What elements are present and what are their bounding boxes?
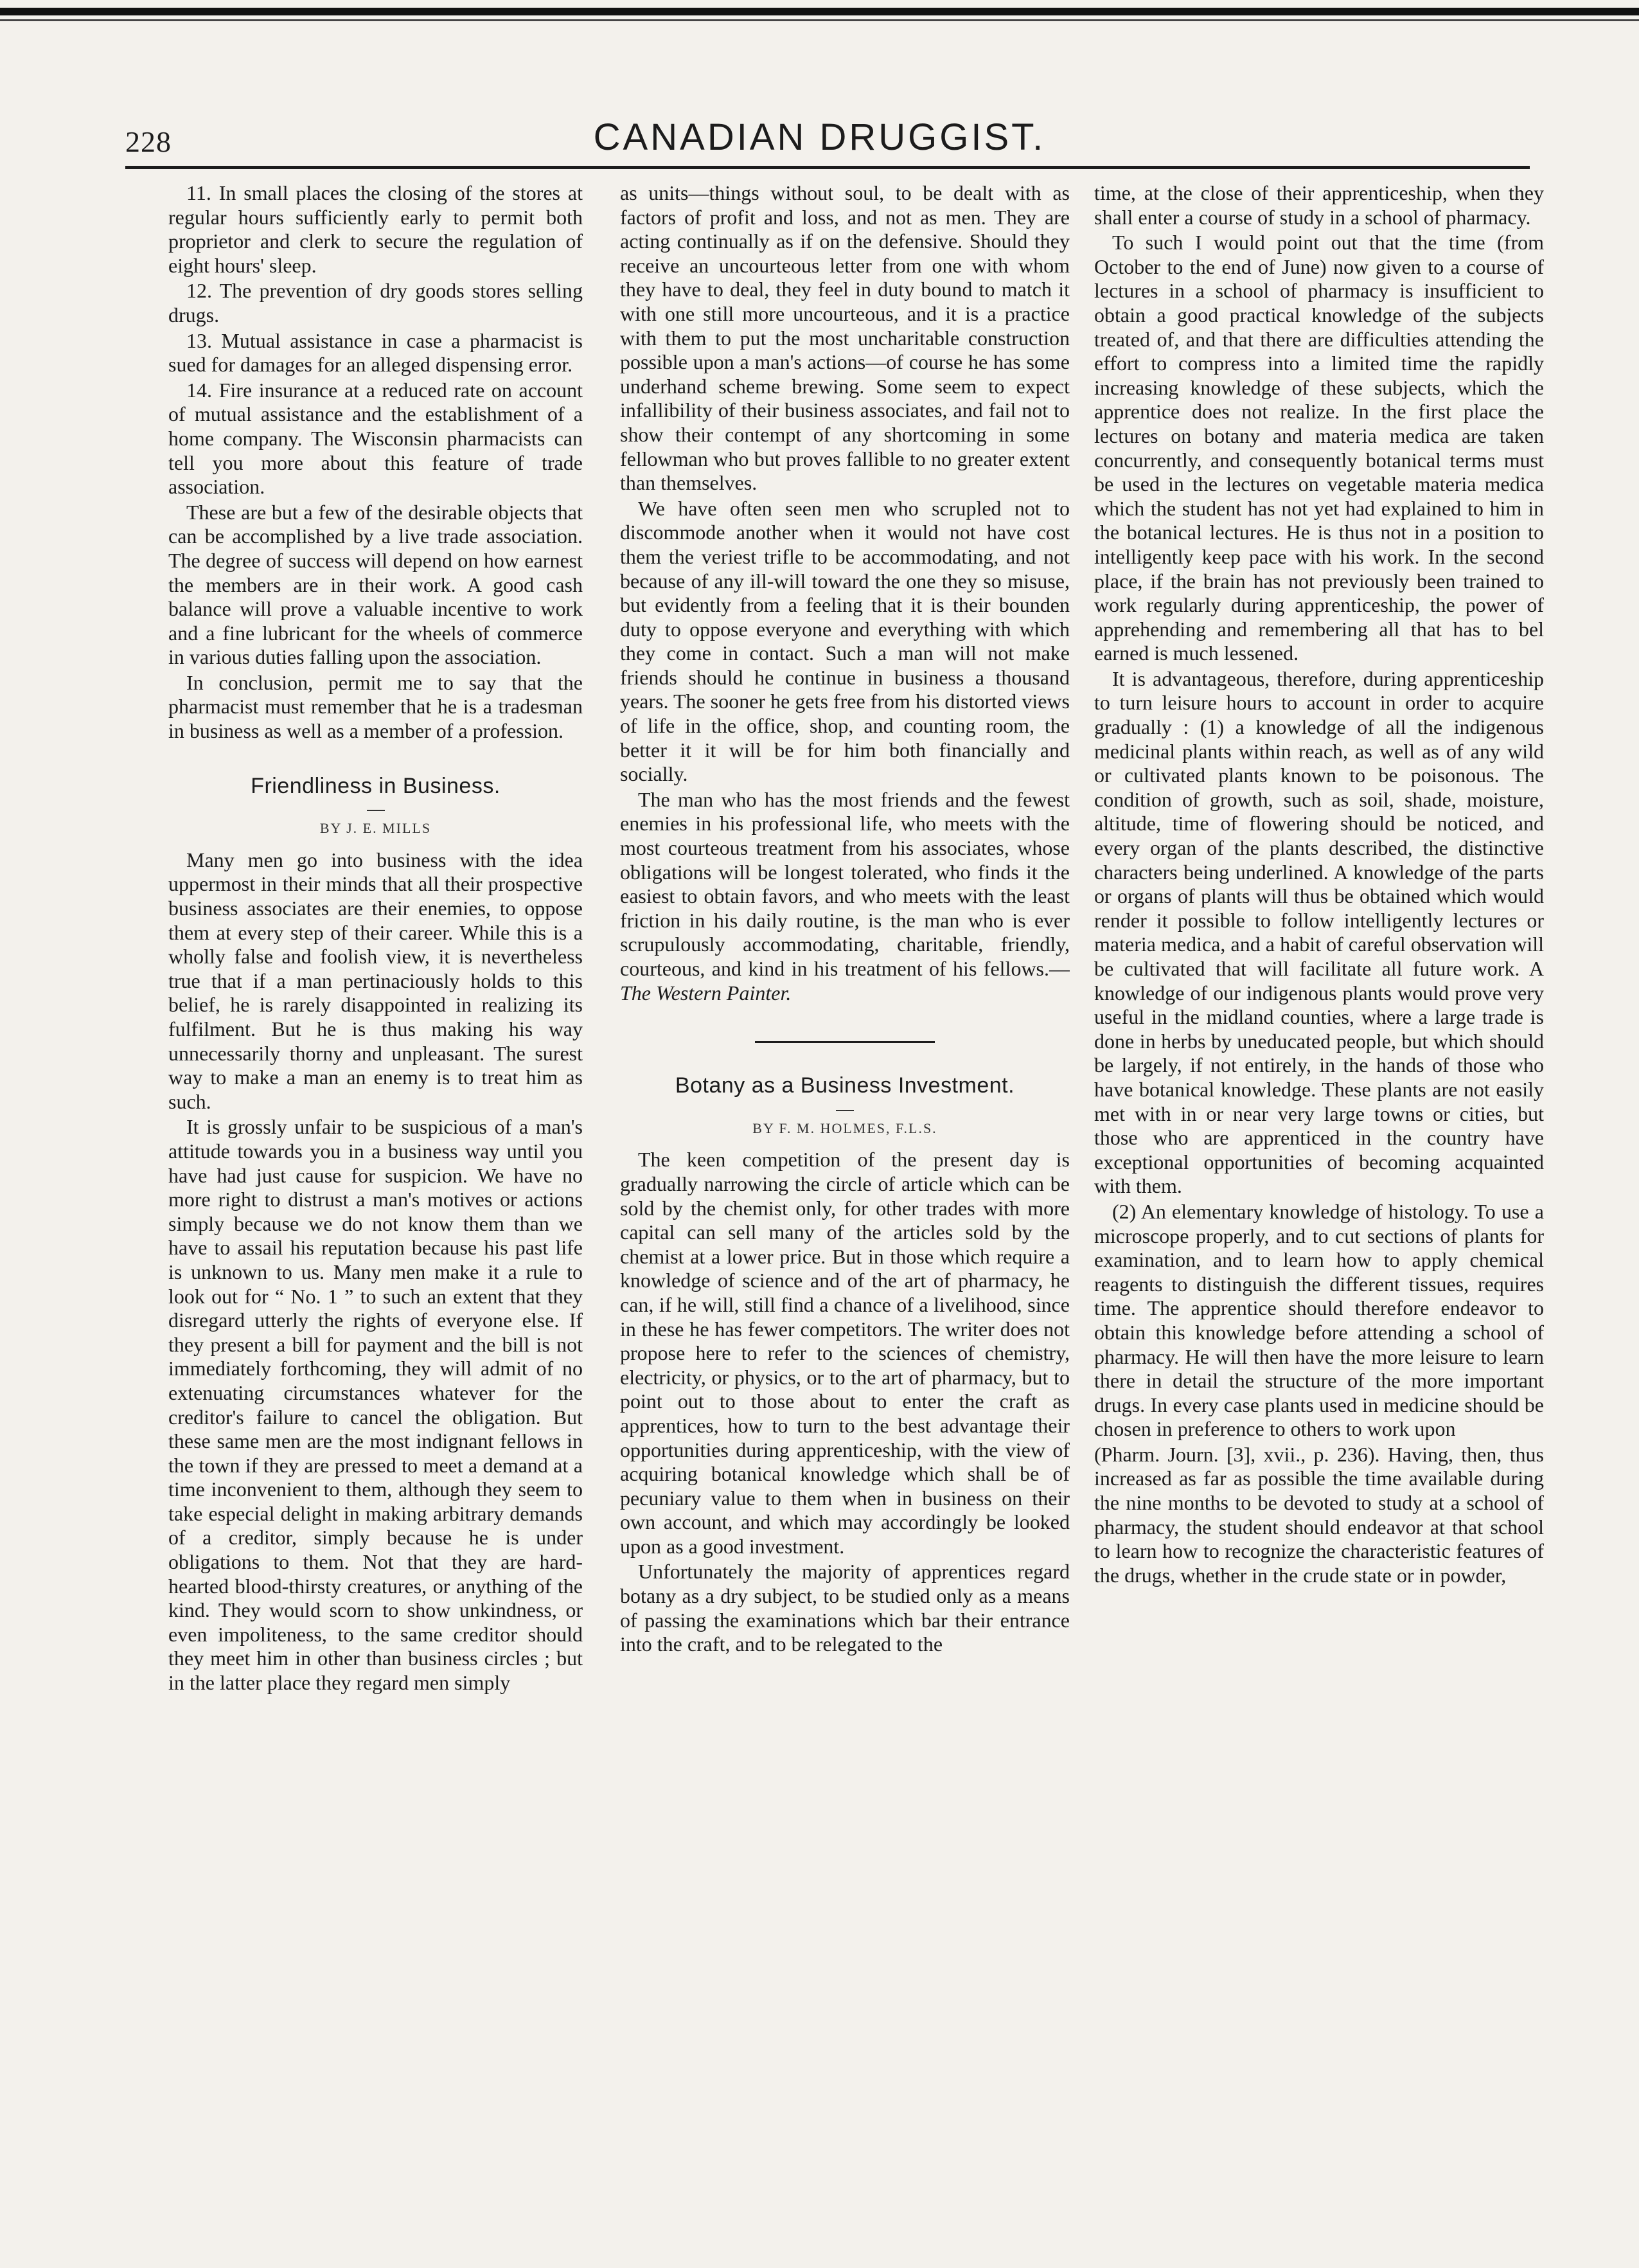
page-header [116,116,1523,174]
paragraph: (Pharm. Journ. [3], xvii., p. 236). Having, then, thus increased as far as possible the time available during the nine months to be devoted to study at a school of pharmacy, the student should endeavor at that school to learn how to recognize the characteristic features of the drugs, whether in the crude state or in powder, [1094,1442,1544,1587]
paragraph: In conclusion, permit me to say that the pharmacist must remember that he is a tradesman in business as well as a member of a profession. [168,670,583,743]
paragraph: These are but a few of the desirable objects that can be accomplished by a live trade association. The degree of success will depend on how earnest the members are in their work. A good cash balance will prove a valuable incentive to work and a fine lubricant for the wheels of commerce in various duties falling upon the association. [168,500,583,669]
paragraph-text: The man who has the most friends and the fewest enemies in his professional life, who meets with the most courteous treatment from his associates, whose obligations will be longest tolerated, who finds it the easiest to obtain favors, and who meets with the least friction in his daily routine, is the man who is ever scrupulously accommodating, charitable, friendly, courteous, and kind in his treatment of his fellows.— [620,787,1070,980]
paragraph: It is grossly unfair to be suspicious of a man's attitude towards you in a business way until you have had just cause for suspicion. We have no more right to distrust a man's motives or actions simply because we do not know them than we have to assail his reputation because his past life is unknown to us. Many men make it a rule to look out for “ No. 1 ” to such an extent that they disregard utterly the rights of everyone else. If they present a bill for payment and the bill is not immediately forthcoming, they will admit of no extenuating circumstances whatever for the creditor's failure to cancel the obligation. But these same men are the most indignant fellows in the town if they are pressed to meet a demand at a time inconvenient to them, although they seem to take especial delight in making arbitrary demands of a creditor, simply because he is under obligations to them. Not that they are hard-hearted blood-thirsty creatures, or anything of the kind. They would scorn to show unkindness, or even impoliteness, to the same creditor should they meet him in other than business circles ; but in the latter place they regard men simply [168,1115,583,1695]
title-dash [836,1110,854,1111]
journal-title: CANADIAN DRUGGIST. [593,116,1046,158]
paragraph: 13. Mutual assistance in case a pharmacist is sued for damages for an alleged dispensing error. [168,328,583,377]
paragraph: Many men go into business with the idea uppermost in their minds that all their prospective business associates are their enemies, to oppose them at every step of their career. While this is a wholly false and foolish view, it is nevertheless true that if a man pertinaciously holds to this belief, he is rarely disappointed in realizing its fulfilment. But he is thus making his way unnecessarily thorny and unpleasant. The surest way to make a man an enemy is to treat him as such. [168,848,583,1113]
article-byline: BY J. E. MILLS [319,820,432,837]
article-title-botany: Botany as a Business Investment. [675,1073,1015,1098]
paragraph: (2) An elementary knowledge of histology. To use a microscope properly, and to cut sections of plants for examination, and to learn how to apply chemical reagents to distinguish the different tissues, requires time. The apprentice should therefore endeavor to obtain this knowledge before attending a school of pharmacy. He will then have the more leisure to learn there in detail the structure of the more important drugs. In every case plants used in medicine should be chosen in preference to others to work upon [1094,1199,1544,1441]
header-rule [125,166,1530,169]
article-separator-rule [755,1041,935,1043]
title-dash [367,810,385,811]
paragraph: We have often seen men who scrupled not to discommode another when it would not have cost them the veriest trifle to be accommodating, and not because of any ill-will toward the one they so misuse, but evidently from a feeling that it is their bounden duty to oppose everyone and everything with which they come in contact. Such a man will not make friends should he continue in business a thousand years. The sooner he gets free from his distorted views of life in the office, shop, and counting room, the better it it will be for him both financially and socially. [620,496,1070,786]
page-number: 228 [125,125,172,158]
paragraph: 14. Fire insurance at a reduced rate on account of mutual assistance and the establishment of a home company. The Wisconsin pharmacists can tell you more about this feature of trade association. [168,378,583,499]
paragraph [620,788,1070,1005]
paragraph: To such I would point out that the time (from October to the end of June) now given to a course of lectures in a school of pharmacy is insufficient to obtain a good practical knowledge of the subjects treated of, and that there are difficulties attending the effort to compress into a limited time the rapidly increasing knowledge of these subjects, which the apprentice does not realize. In the first place the lectures on botany and materia medica are taken concurrently, and consequently botanical terms must be used in the lectures on vegetable materia medica which the student has not yet had explained to him in the botanical lectures. He is thus not in a position to intelligently keep pace with his work. In the second place, if the brain has not previously been trained to work regularly during apprenticeship, the power of apprehending and remembering all that has to bel earned is much lessened. [1094,231,1544,665]
article-byline: BY F. M. HOLMES, F.L.S. [752,1120,937,1136]
column-3 [1094,181,1544,2251]
column-1 [168,181,583,2251]
paragraph: The keen competition of the present day is gradually narrowing the circle of article which can be sold by the chemist only, for other trades with more capital can sell many of the articles sold by the chemist at a lower price. But in those which require a knowledge of science and of the art of pharmacy, he can, if he will, still find a chance of a livelihood, since in these he has fewer competitors. The writer does not propose here to refer to the sciences of chemistry, electricity, or physics, or to the art of pharmacy, but to point out to those about to enter the craft as apprentices, how to turn to the best advantage their opportunities during apprenticeship, with the view of acquiring botanical knowledge which shall be of pecuniary value to them when in business on their own account, and which may accordingly be looked upon as a good investment. [620,1148,1070,1558]
top-border-rule [0,8,1639,15]
page-body [0,181,1639,2251]
paragraph: as units—things without soul, to be dealt with as factors of profit and loss, and not as men. They are acting continually as if on the defensive. Should they receive an uncourteous letter from one with whom they have to deal, they feel in duty bound to match it with one still more uncourteous, and it is a practice with them to put the most uncharitable construction possible upon a man's actions—of course he has some underhand scheme brewing. Some seem to expect infallibility of their business associates, and fail not to show their contempt of any shortcoming in some fellowman who but proves fallible to no greater extent than themselves. [620,181,1070,495]
source-citation: The Western Painter. [620,981,792,1005]
paragraph: time, at the close of their apprenticeship, when they shall enter a course of study in a school of pharmacy. [1094,181,1544,229]
article-title-friendliness: Friendliness in Business. [251,773,501,798]
top-border-rule-thin [0,19,1639,21]
paragraph: It is advantageous, therefore, during apprenticeship to turn leisure hours to account in order to acquire gradually : (1) a knowledge of all the indigenous medicinal plants within reach, as well as of any wild or cultivated plants known to be poisonous. The condition of growth, such as soil, shade, moisture, altitude, time of flowering should be noticed, and every organ of the plants described, the distinctive characters being underlined. A knowledge of the parts or organs of plants will thus be obtained which would render it possible to follow intelligently lectures or materia medica, and a habit of careful observation will be cultivated that will facilitate all future work. A knowledge of our indigenous plants would prove very useful in the midland counties, where a large trade is done in herbs by uneducated people, but which should be largely, if not entirely, in the hands of those who have botanical knowledge. These plants are not easily met with in or near very large towns or cities, but those who are apprenticed in the country have exceptional opportunities of becoming acquainted with them. [1094,666,1544,1198]
paragraph: Unfortunately the majority of apprentices regard botany as a dry subject, to be studied only as a means of passing the examinations which bar their entrance into the craft, and to be relegated to the [620,1560,1070,1656]
paragraph: 11. In small places the closing of the stores at regular hours sufficiently early to permit both proprietor and clerk to secure the regulation of eight hours' sleep. [168,181,583,277]
paragraph: 12. The prevention of dry goods stores selling drugs. [168,279,583,326]
column-2 [620,181,1070,2251]
